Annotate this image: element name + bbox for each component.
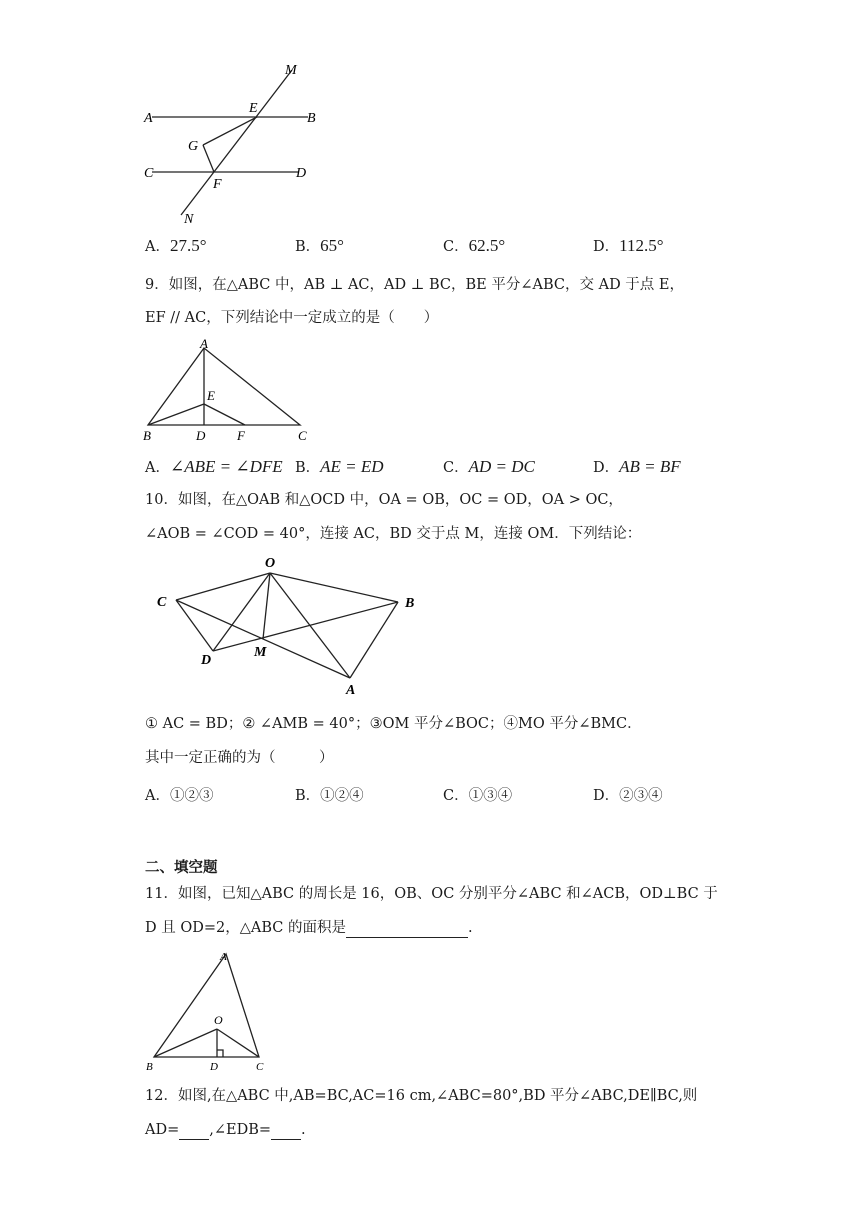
- option-value: ∠ABE = ∠DFE: [169, 457, 283, 476]
- fig10-label-m: M: [254, 645, 267, 660]
- q9-stem-line2: EF // AC，下列结论中一定成立的是（ ）: [145, 310, 439, 326]
- q10-conclusions: ① AC = BD；② ∠AMB = 40°；③OM 平分∠BOC；④MO 平分∠BMC．: [145, 716, 642, 732]
- fig10-label-c: C: [157, 595, 167, 610]
- option-letter: D．: [593, 239, 620, 255]
- fig9-label-d: D: [196, 428, 206, 443]
- option-letter: B．: [295, 788, 321, 804]
- option-value: 65°: [320, 236, 344, 255]
- figure-q10-triangles: [150, 553, 430, 698]
- q8-option-d: [593, 235, 664, 256]
- option-letter: A．: [145, 460, 170, 476]
- fig9-label-a: A: [200, 336, 208, 351]
- q11-stem-line2: [145, 918, 473, 938]
- option-value: AE = ED: [320, 457, 384, 476]
- answer-blank[interactable]: [346, 921, 468, 938]
- fig8-label-g: G: [188, 139, 199, 154]
- fig8-label-c: C: [144, 166, 154, 181]
- option-value: ②③④: [619, 788, 663, 804]
- q10-option-c: [443, 784, 512, 805]
- q11-text: D 且 OD=2，△ABC 的面积是: [145, 920, 346, 936]
- q10-option-b: [295, 784, 364, 805]
- option-value: 27.5°: [169, 236, 207, 255]
- q12-stem-line1: 12．如图,在△ABC 中,AB=BC,AC=16 cm,∠ABC=80°,BD 平分∠ABC,DE∥BC,则: [145, 1088, 698, 1104]
- figure-q11-triangle: [140, 948, 270, 1076]
- fig10-label-d: D: [201, 653, 212, 668]
- fig9-label-c: C: [298, 428, 307, 443]
- q8-option-c: [443, 235, 505, 256]
- section-heading: 二、填空题: [145, 859, 218, 876]
- option-value: ①②④: [320, 788, 364, 804]
- q9-option-d: [593, 456, 681, 477]
- fig8-label-a: A: [144, 111, 153, 126]
- fig8-label-m: M: [285, 63, 297, 78]
- option-value: 62.5°: [468, 236, 506, 255]
- q12-period: .: [301, 1122, 306, 1138]
- fig8-label-f: F: [213, 177, 222, 192]
- q9-option-b: [295, 456, 384, 477]
- q12-text-edb: ,∠EDB=: [209, 1122, 272, 1138]
- figure-q9-triangle: [138, 336, 318, 446]
- option-letter: C．: [443, 239, 469, 255]
- fig11-label-c: C: [256, 1061, 264, 1073]
- q9-option-a: [145, 456, 283, 477]
- fig8-label-b: B: [307, 111, 316, 126]
- q8-option-a: [145, 235, 207, 256]
- fig11-label-b: B: [146, 1061, 153, 1073]
- q10-stem-line1: 10．如图，在△OAB 和△OCD 中，OA = OB，OC = OD，OA > OC，: [145, 492, 623, 508]
- q11-stem-line1: 11．如图，已知△ABC 的周长是 16，OB、OC 分别平分∠ABC 和∠ACB，OD⊥BC 于: [145, 886, 718, 902]
- answer-blank-ad[interactable]: [179, 1123, 209, 1140]
- fig11-label-a: A: [220, 951, 227, 963]
- fig11-label-o: O: [214, 1013, 223, 1027]
- figure-q8-parallel-lines: [138, 58, 328, 228]
- q10-stem-line2: ∠AOB = ∠COD = 40°，连接 AC，BD 交于点 M，连接 OM．下列结论：: [145, 526, 642, 542]
- fig9-label-f: F: [237, 428, 245, 443]
- q9-option-c: [443, 456, 535, 477]
- option-letter: B．: [295, 239, 321, 255]
- option-letter: A．: [145, 788, 170, 804]
- fig9-label-b: B: [143, 428, 151, 443]
- option-value: AD = DC: [468, 457, 535, 476]
- fig11-label-d: D: [210, 1061, 218, 1073]
- q10-option-a: [145, 784, 213, 805]
- option-letter: D．: [593, 460, 620, 476]
- q9-stem-line1: 9．如图，在△ABC 中，AB ⊥ AC，AD ⊥ BC，BE 平分∠ABC，交 AD 于点 E，: [145, 277, 684, 293]
- option-letter: C．: [443, 788, 469, 804]
- q8-option-b: [295, 235, 344, 256]
- fig10-label-a: A: [346, 683, 356, 698]
- option-value: ①②③: [169, 788, 214, 804]
- fig8-label-n: N: [184, 212, 194, 227]
- fig10-label-b: B: [405, 596, 415, 611]
- q12-text-ad: AD=: [145, 1122, 180, 1138]
- q10-option-d: [593, 784, 663, 805]
- fig8-label-e: E: [249, 101, 258, 116]
- q10-prompt: 其中一定正确的为（ ）: [145, 750, 334, 766]
- answer-blank-edb[interactable]: [271, 1123, 301, 1140]
- option-value: AB = BF: [619, 457, 681, 476]
- option-letter: D．: [593, 788, 620, 804]
- q11-period: .: [467, 920, 473, 936]
- option-value: 112.5°: [619, 236, 664, 255]
- q12-stem-line2: [145, 1120, 306, 1140]
- option-value: ①③④: [468, 788, 513, 804]
- fig8-label-d: D: [296, 166, 307, 181]
- fig9-label-e: E: [207, 388, 215, 403]
- option-letter: B．: [295, 460, 321, 476]
- option-letter: A．: [145, 239, 170, 255]
- fig10-label-o: O: [265, 556, 276, 571]
- option-letter: C．: [443, 460, 469, 476]
